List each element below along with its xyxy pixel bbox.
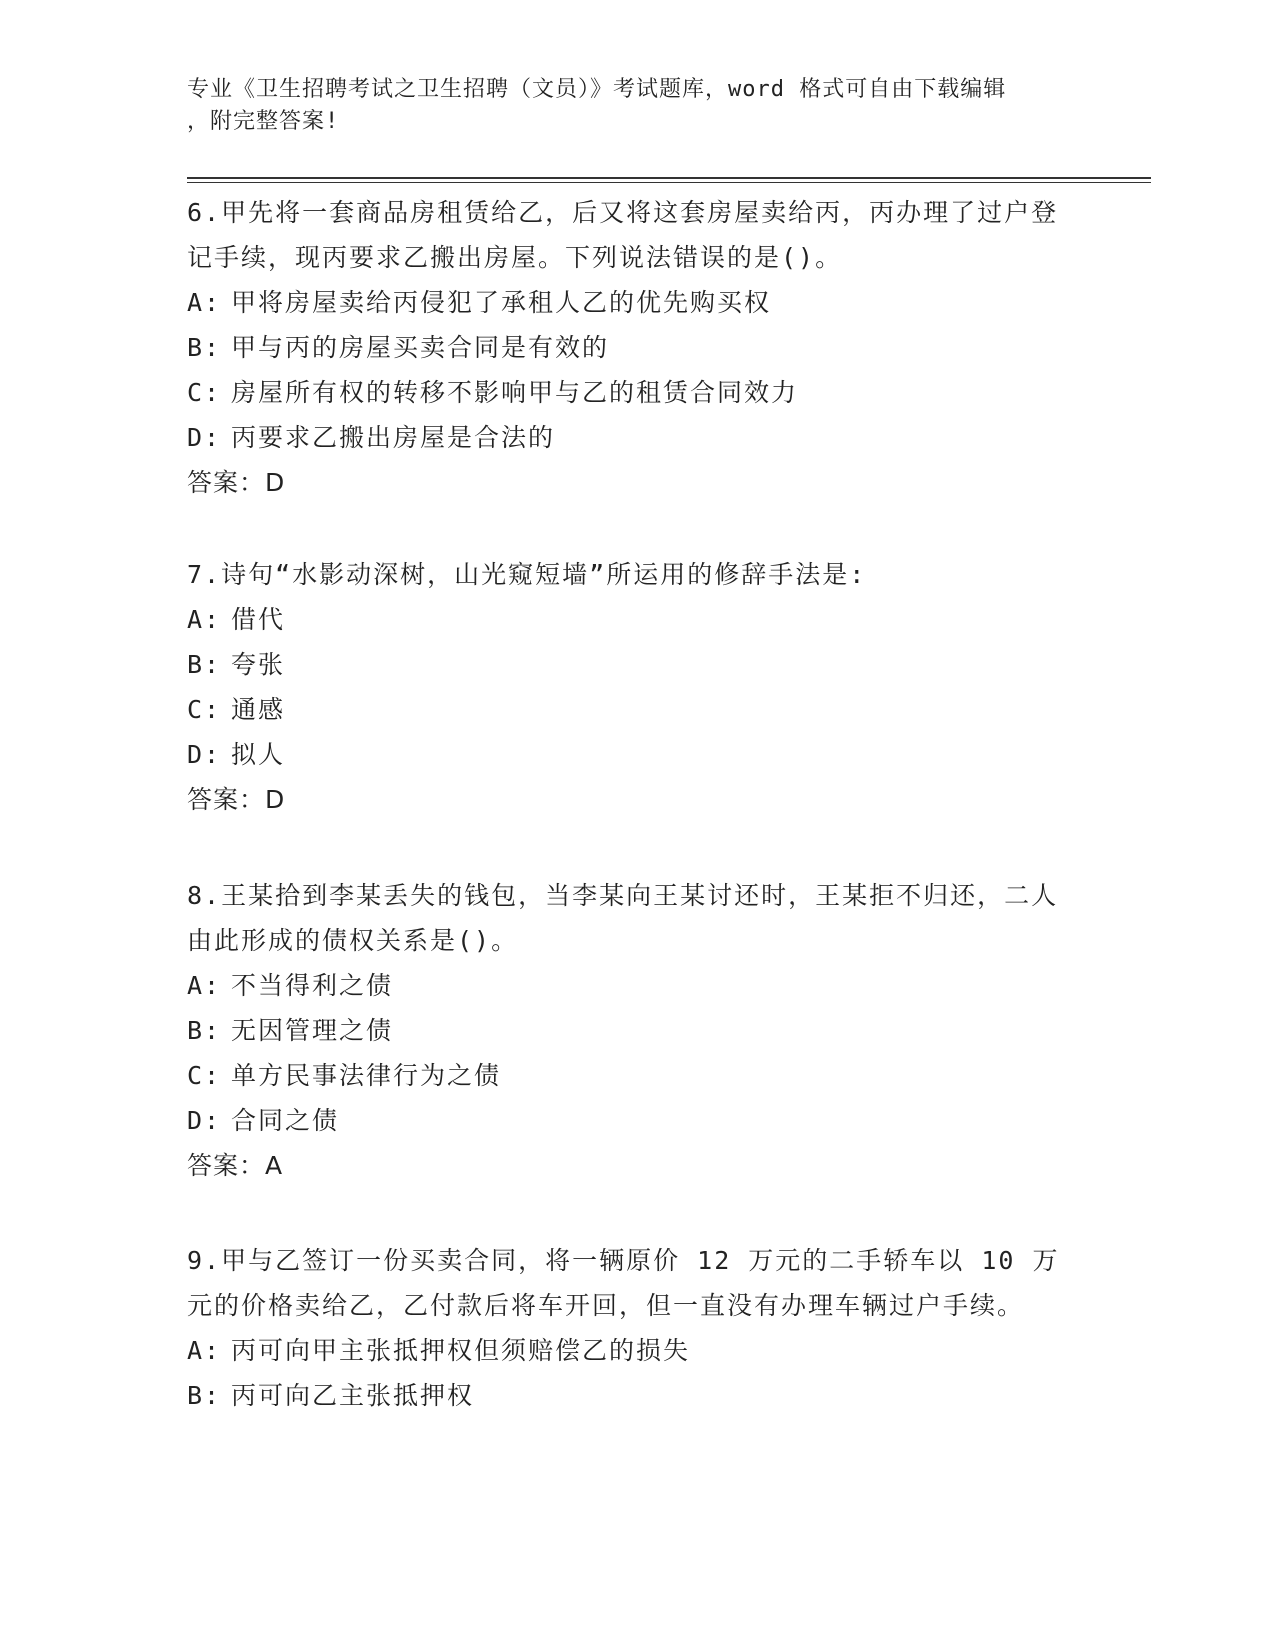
option-d <box>187 415 1067 460</box>
option-a <box>187 963 1067 1008</box>
option-letter: D: <box>187 423 222 452</box>
option-c <box>187 370 1067 415</box>
option-letter: C: <box>187 378 222 407</box>
option-letter: B: <box>187 650 222 679</box>
option-a <box>187 280 1067 325</box>
option-letter: B: <box>187 1381 222 1410</box>
option-d <box>187 1098 1067 1143</box>
option-letter: A: <box>187 1336 222 1365</box>
option-letter: C: <box>187 1061 222 1090</box>
option-b <box>187 642 1067 687</box>
answer-line: 答案：D <box>187 468 286 497</box>
question-8 <box>187 873 1067 1188</box>
option-text: 不当得利之债 <box>231 971 394 1000</box>
question-stem: 8.王某拾到李某丢失的钱包，当李某向王某讨还时，王某拒不归还，二人由此形成的债权关系是()。 <box>187 881 1059 955</box>
option-text: 甲将房屋卖给丙侵犯了承租人乙的优先购买权 <box>231 288 772 317</box>
option-text: 甲与丙的房屋买卖合同是有效的 <box>231 333 610 362</box>
answer-line: 答案：A <box>187 1151 284 1180</box>
question-9 <box>187 1238 1067 1418</box>
answer-line: 答案：D <box>187 785 286 814</box>
option-letter: C: <box>187 695 222 724</box>
option-c <box>187 1053 1067 1098</box>
option-text: 合同之债 <box>231 1106 340 1135</box>
option-d <box>187 732 1067 777</box>
option-text: 房屋所有权的转移不影响甲与乙的租赁合同效力 <box>231 378 799 407</box>
option-text: 丙要求乙搬出房屋是合法的 <box>231 423 556 452</box>
option-a <box>187 597 1067 642</box>
header-divider-thin <box>187 182 1151 183</box>
header-intro-line-1: 专业《卫生招聘考试之卫生招聘（文员）》考试题库，word 格式可自由下载编辑 <box>187 77 1007 102</box>
question-7 <box>187 552 1067 822</box>
question-6 <box>187 190 1067 505</box>
option-letter: A: <box>187 288 222 317</box>
option-letter: A: <box>187 971 222 1000</box>
option-a <box>187 1328 1067 1373</box>
option-letter: A: <box>187 605 222 634</box>
option-text: 单方民事法律行为之债 <box>231 1061 502 1090</box>
question-stem: 7.诗句“水影动深树，山光窥短墙”所运用的修辞手法是: <box>187 560 867 589</box>
option-letter: D: <box>187 740 222 769</box>
header-divider-thick <box>187 177 1151 179</box>
option-c <box>187 687 1067 732</box>
document-header <box>187 74 1067 138</box>
option-text: 拟人 <box>231 740 286 769</box>
option-text: 无因管理之债 <box>231 1016 394 1045</box>
header-intro-line-2: ，附完整答案! <box>187 109 340 134</box>
option-b <box>187 1008 1067 1053</box>
option-text: 借代 <box>231 605 286 634</box>
option-text: 夸张 <box>231 650 286 679</box>
option-text: 丙可向乙主张抵押权 <box>231 1381 475 1410</box>
option-letter: D: <box>187 1106 222 1135</box>
question-stem: 6.甲先将一套商品房租赁给乙，后又将这套房屋卖给丙，丙办理了过户登记手续，现丙要求乙搬出房屋。下列说法错误的是()。 <box>187 198 1059 272</box>
option-b <box>187 1373 1067 1418</box>
option-text: 通感 <box>231 695 286 724</box>
option-text: 丙可向甲主张抵押权但须赔偿乙的损失 <box>231 1336 691 1365</box>
option-letter: B: <box>187 1016 222 1045</box>
option-letter: B: <box>187 333 222 362</box>
option-b <box>187 325 1067 370</box>
question-stem: 9.甲与乙签订一份买卖合同，将一辆原价 12 万元的二手轿车以 10 万元的价格卖给乙，乙付款后将车开回，但一直没有办理车辆过户手续。 <box>187 1246 1060 1320</box>
